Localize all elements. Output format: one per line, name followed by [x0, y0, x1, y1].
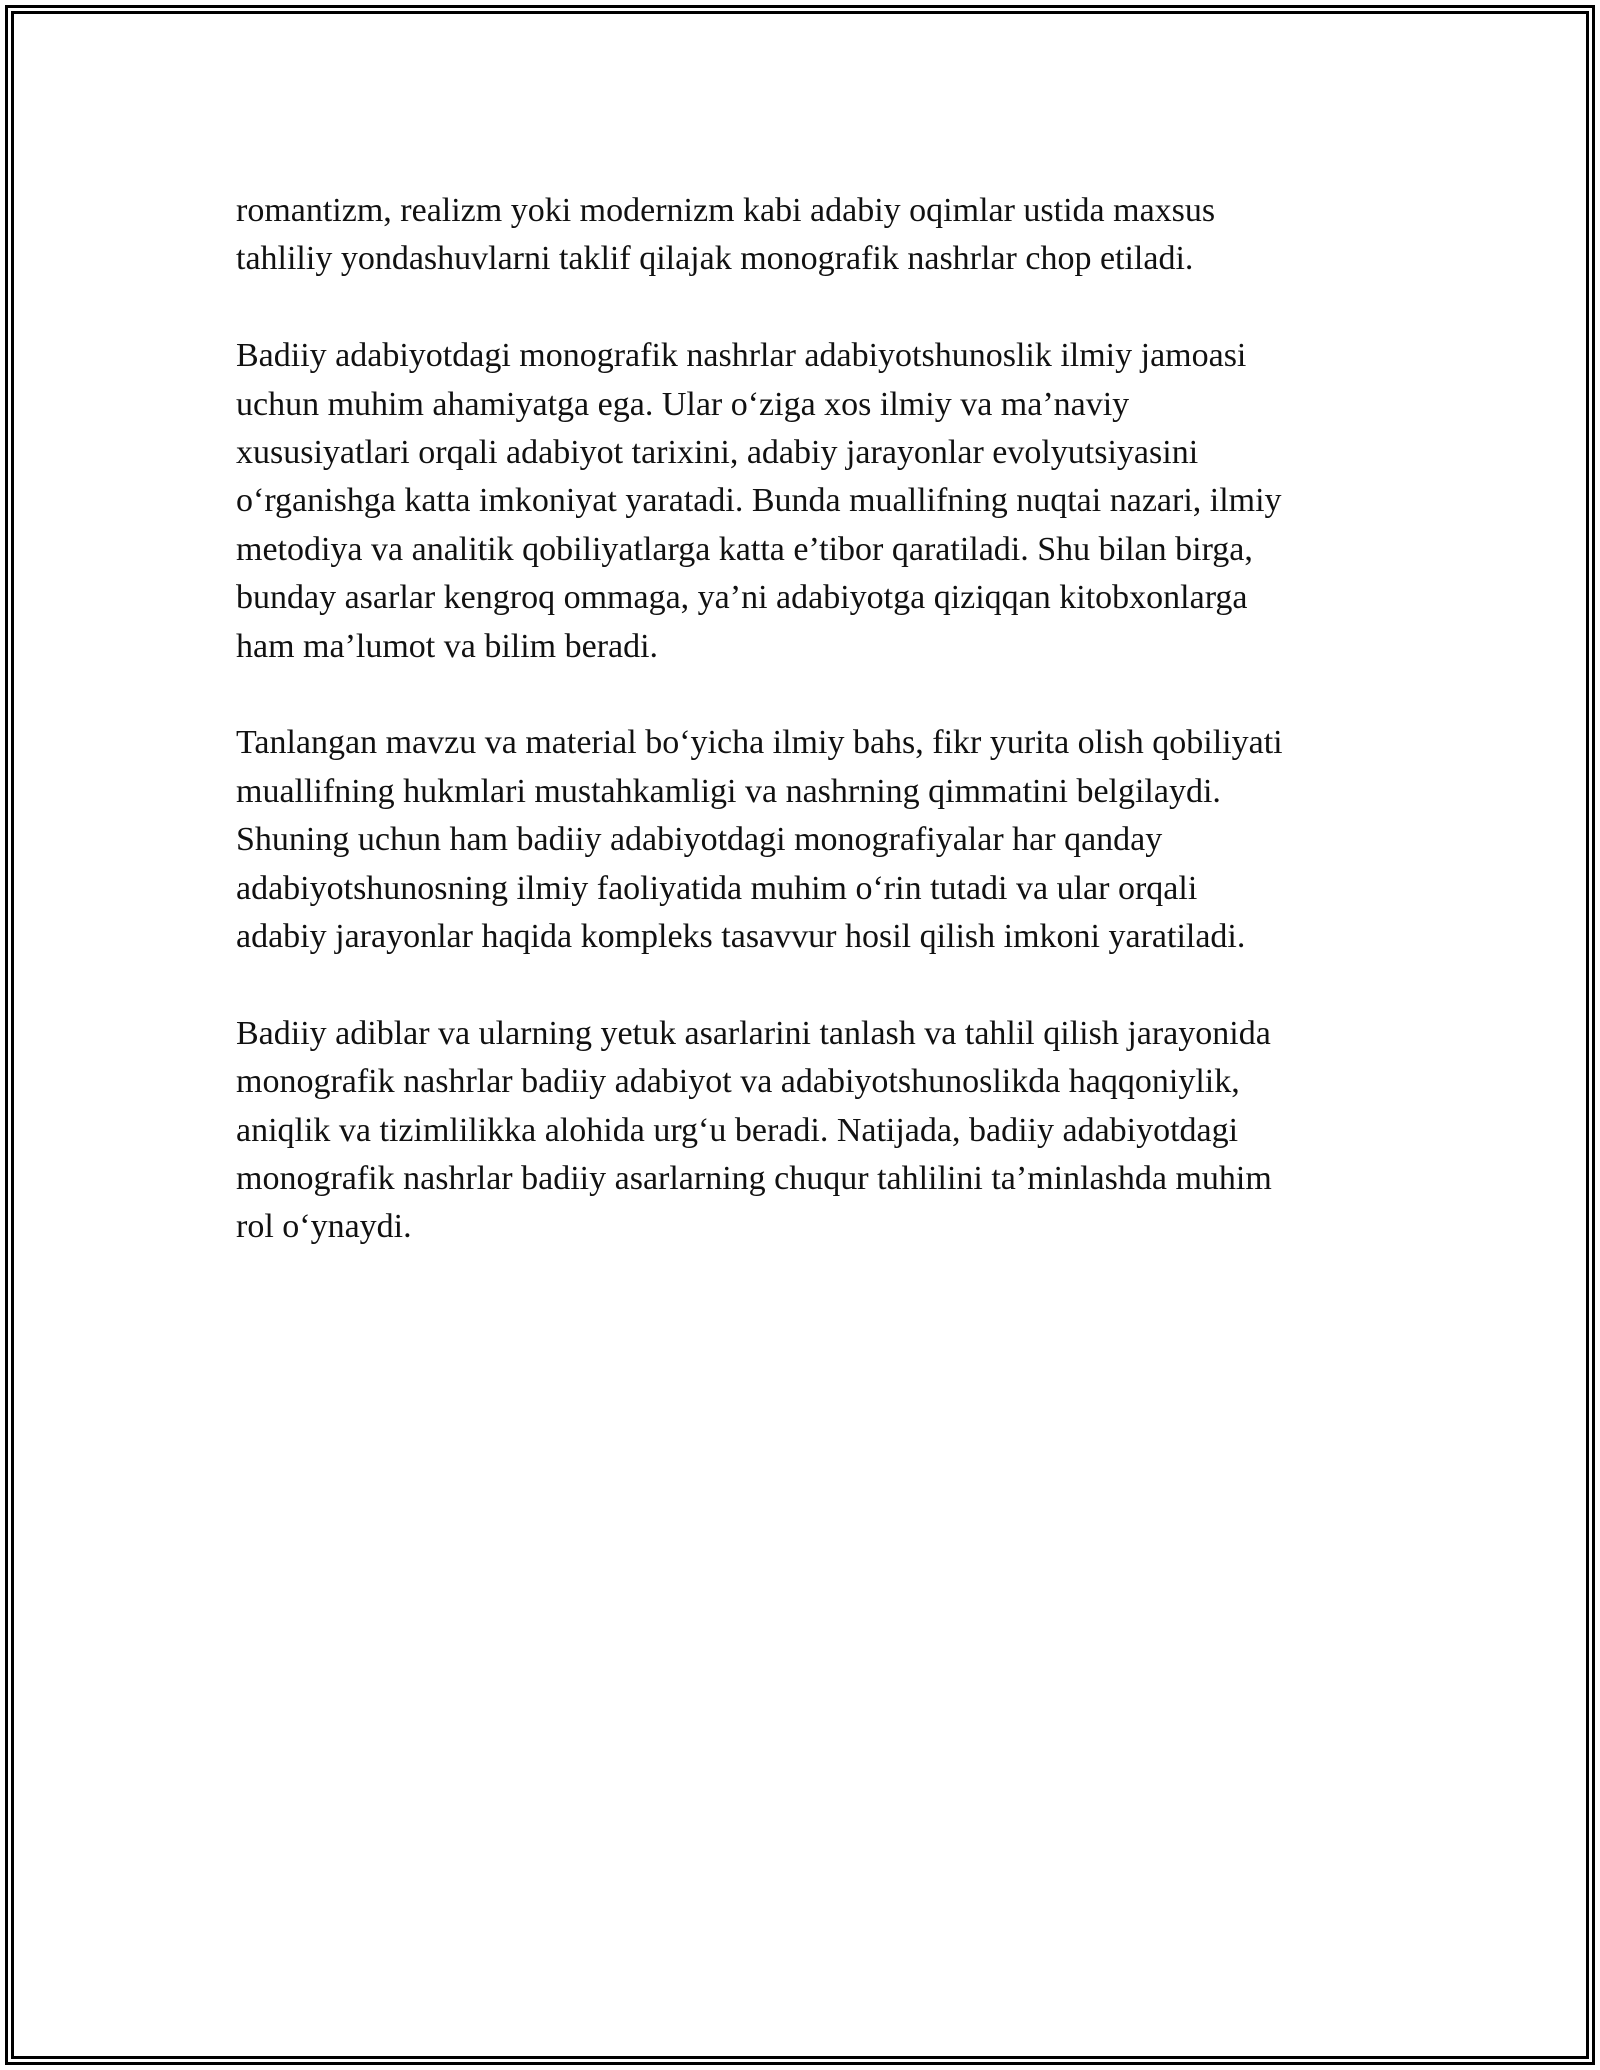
- paragraph-2: Badiiy adabiyotdagi monografik nashrlar adabiyotshunoslik ilmiy jamoasi uchun muhim ahamiyatga ega. Ular o‘ziga xos ilmiy va ma’naviy xususiyatlari orqali adabiyot tarixini, adabiy jarayonlar evolyutsiyasini o‘rganishga katta imkoniyat yaratadi. Bunda muallifning nuqtai nazari, ilmiy metodiya va analitik qobiliyatlarga katta e’tibor qaratiladi. Shu bilan birga, bunday asarlar kengroq ommaga, ya’ni adabiyotga qiziqqan kitobxonlarga ham ma’lumot va bilim beradi.: [236, 337, 1282, 665]
- paragraph-1: romantizm, realizm yoki modernizm kabi adabiy oqimlar ustida maxsus tahliliy yondashuvlarni taklif qilajak monografik nashrlar chop etiladi.: [236, 192, 1216, 278]
- paragraph-4: Badiiy adiblar va ularning yetuk asarlarini tanlash va tahlil qilish jarayonida monografik nashrlar badiiy adabiyot va adabiyotshunoslikda haqqoniylik, aniqlik va tizimlilikka alohida urg‘u beradi. Natijada, badiiy adabiyotdagi monografik nashrlar badiiy asarlarning chuqur tahlilini ta’minlashda muhim rol o‘ynaydi.: [236, 1014, 1272, 1246]
- paragraph-3: Tanlangan mavzu va material bo‘yicha ilmiy bahs, fikr yurita olish qobiliyati muallifning hukmlari mustahkamligi va nashrning qimmatini belgilaydi. Shuning uchun ham badiiy adabiyotdagi monografiyalar har qanday adabiyotshunosning ilmiy faoliyatida muhim o‘rin tutadi va ular orqali adabiy jarayonlar haqida kompleks tasavvur hosil qilish imkoni yaratiladi.: [236, 724, 1283, 956]
- document-body: [236, 187, 1416, 1300]
